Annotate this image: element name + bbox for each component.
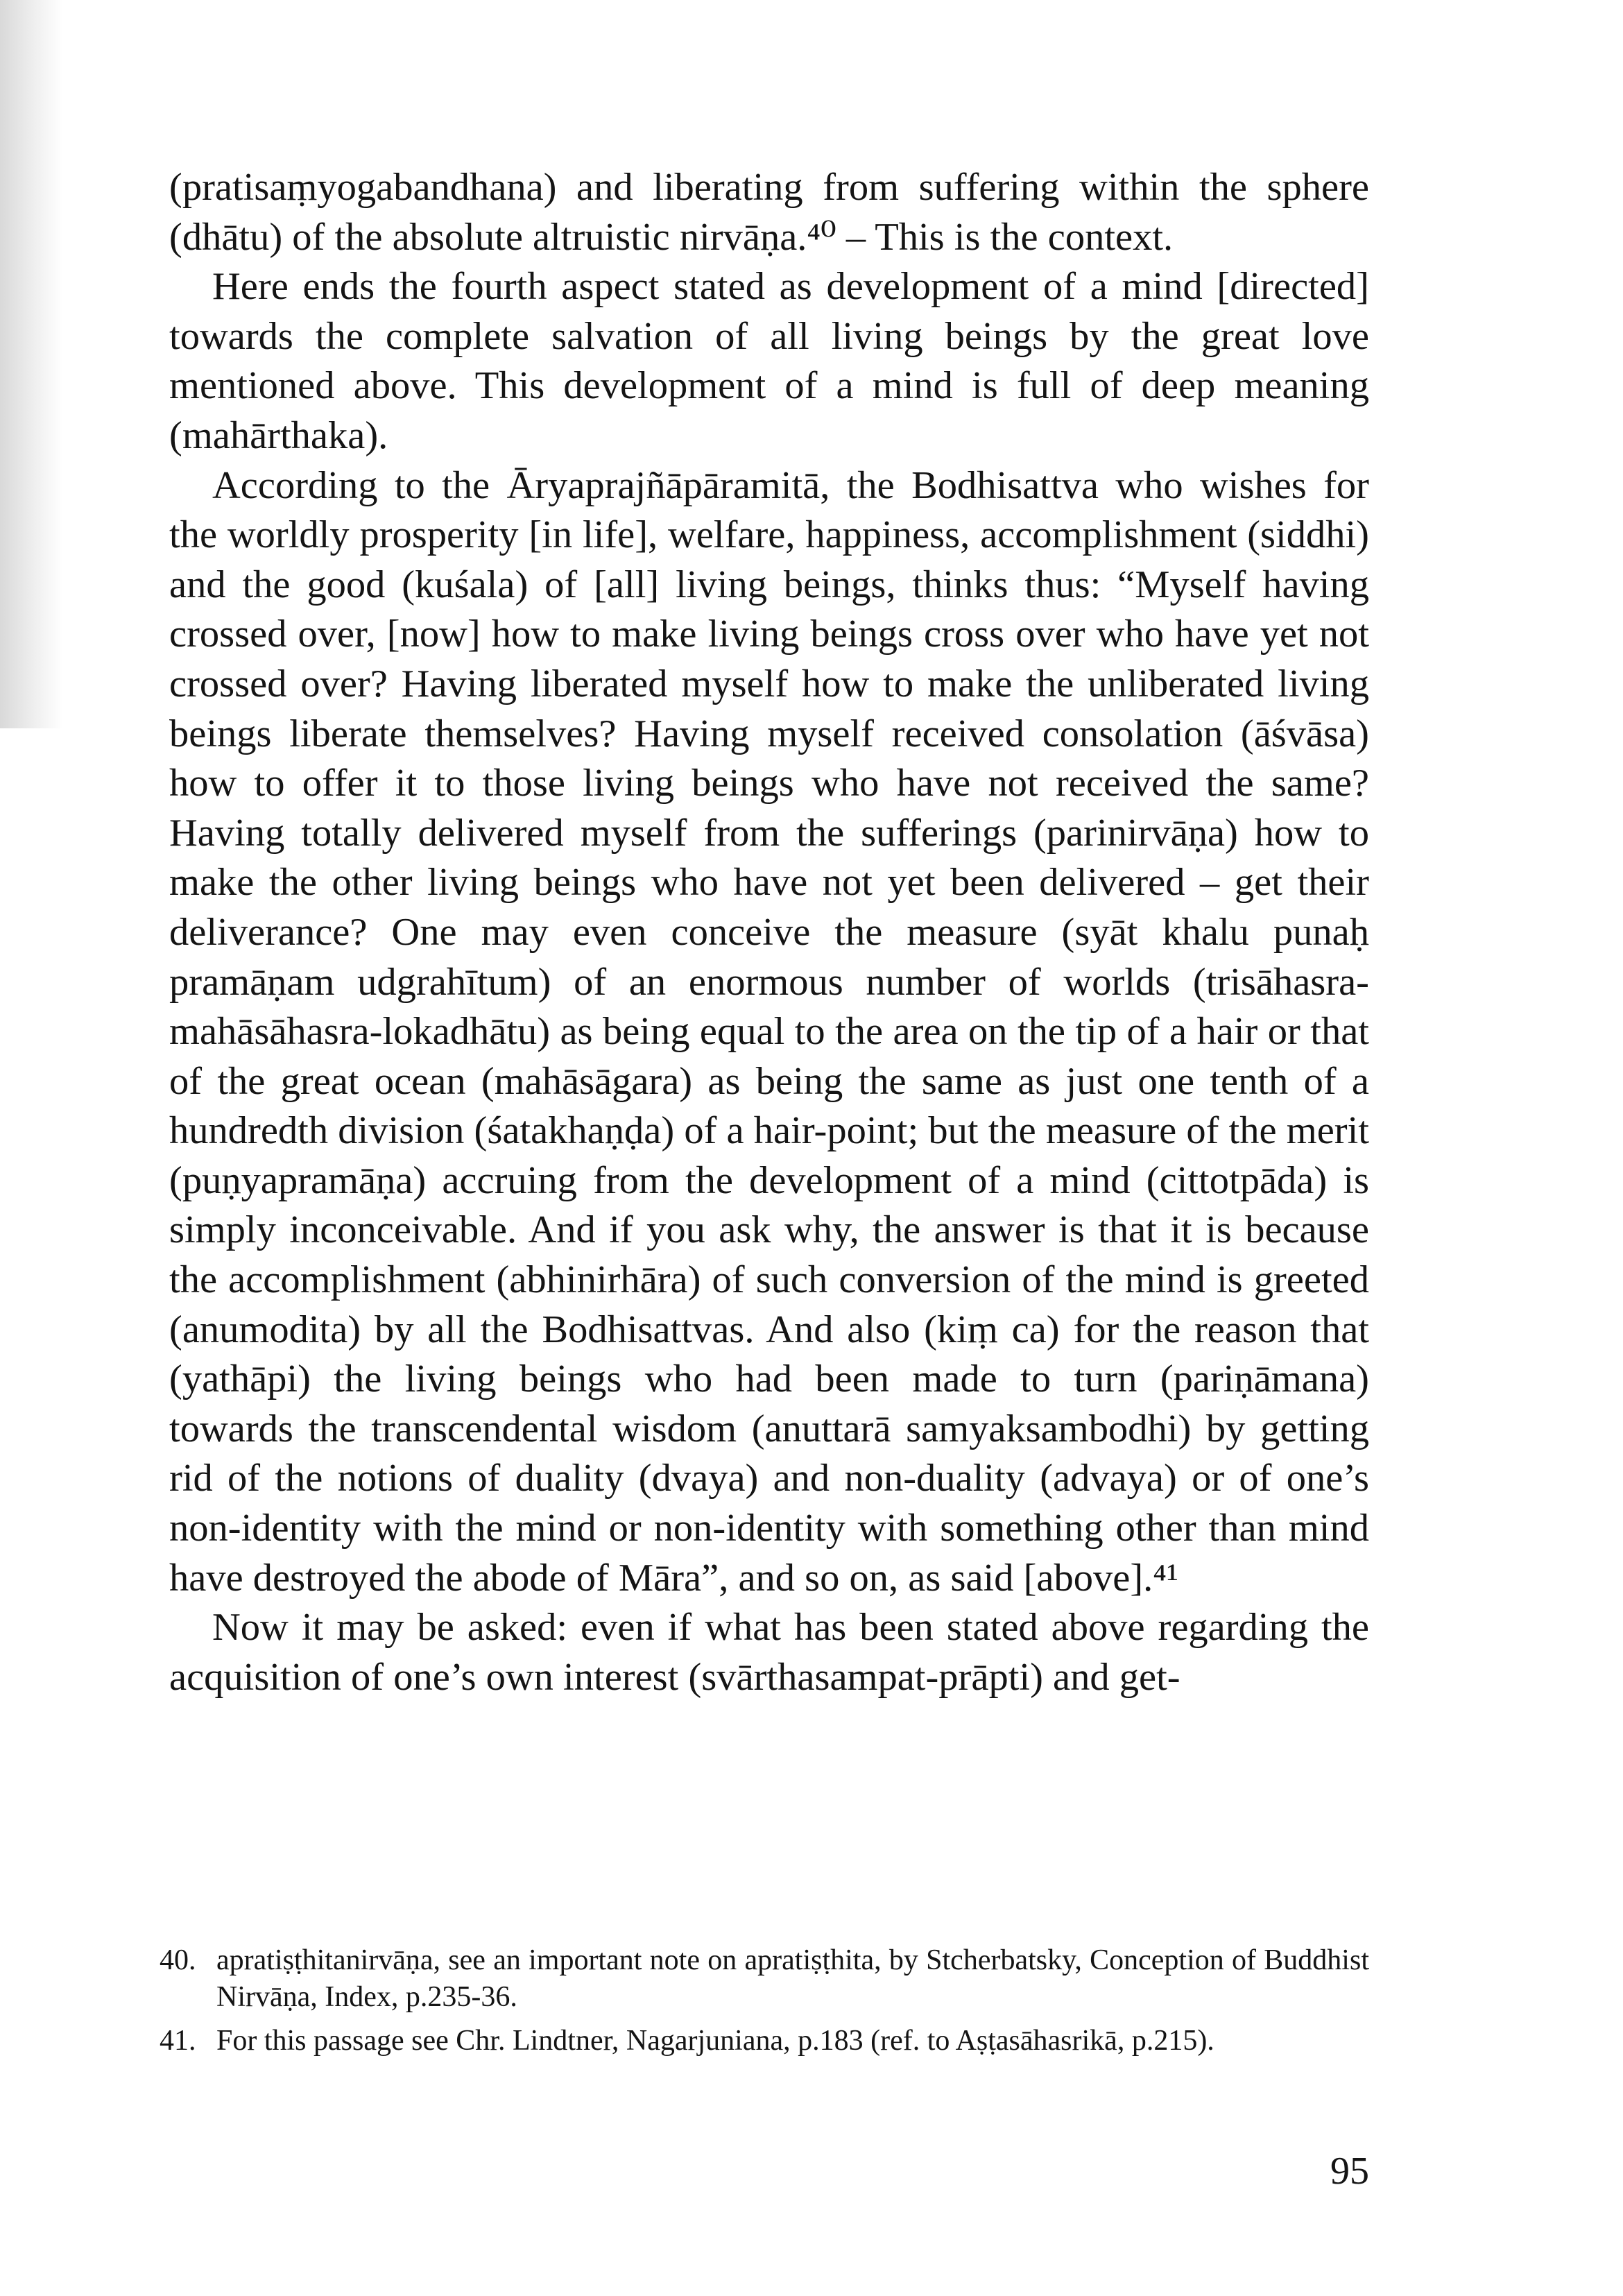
paragraph-aryaprajnaparamita: According to the Āryaprajñāpāramitā, the Bodhisattva who wishes for the worldly prosperity [in life], welfare, happiness, accomplishment (siddhi) and the good (kuśala) of [all] living beings, thinks thus: “Myself having crossed over, [now] how to make living beings cross over who have yet not crossed over? Having liberated myself how to make the unliberated living beings liberate themselves? Having myself received consolation (āśvāsa) how to offer it to those living beings who have not received the same? Having totally delivered myself from the sufferings (parinirvāṇa) how to make the other living beings who have not yet been delivered – get their deliverance? One may even conceive the measure (syāt khalu punaḥ pramāṇam udgrahītum) of an enormous number of worlds (trisāhasra-mahāsāhasra-lokadhātu) as being equal to the area on the tip of a hair or that of the great ocean (mahāsāgara) as being the same as just one tenth of a hundredth division (śatakhaṇḍa) of a hair-point; but the measure of the merit (puṇyapramāṇa) accruing from the development of a mind (cittotpāda) is simply inconceivable. And if you ask why, the answer is that it is because the accomplishment (abhinirhāra) of such conversion of the mind is greeted (anumodita) by all the Bodhisattvas. And also (kiṃ ca) for the reason that (yathāpi) the living beings who had been made to turn (pariṇāmana) towards the transcendental wisdom (anuttarā samyaksambodhi) by getting rid of the notions of duality (dvaya) and non-duality (advaya) or of one’s non-identity with the mind or non-identity with something other than mind have destroyed the abode of Māra”, and so on, as said [above].⁴¹ <box>169 463 1369 1600</box>
footnote-text: For this passage see Chr. Lindtner, Nagarjuniana, p.183 (ref. to Aṣṭasāhasrikā, p.215). <box>216 2025 1214 2057</box>
footnote-text: apratiṣṭhitanirvāṇa, see an important note on apratiṣṭhita, by Stcherbatsky, Conception of Buddhist Nirvāṇa, Index, p.235-36. <box>216 1944 1369 2013</box>
main-text-block <box>169 163 1369 1702</box>
footnotes <box>160 1942 1369 2066</box>
paragraph-context-end: (pratisaṃyogabandhana) and liberating from suffering within the sphere (dhātu) of the absolute altruistic nirvāṇa.⁴⁰ – This is the context. <box>169 166 1369 259</box>
page-number: 95 <box>1330 2150 1369 2193</box>
page-binding-shadow <box>0 0 62 728</box>
footnote-41 <box>160 2023 1369 2059</box>
paragraph-fourth-aspect: Here ends the fourth aspect stated as development of a mind [directed] towards the complete salvation of all living beings by the great love mentioned above. This development of a mind is full of deep meaning (mahārthaka). <box>169 265 1369 457</box>
footnote-number: 41. <box>160 2025 196 2057</box>
footnote-40 <box>160 1942 1369 2016</box>
paragraph-question: Now it may be asked: even if what has been stated above regarding the acquisition of one’s own interest (svārthasampat-prāpti) and get- <box>169 1606 1369 1699</box>
footnote-number: 40. <box>160 1944 196 1976</box>
